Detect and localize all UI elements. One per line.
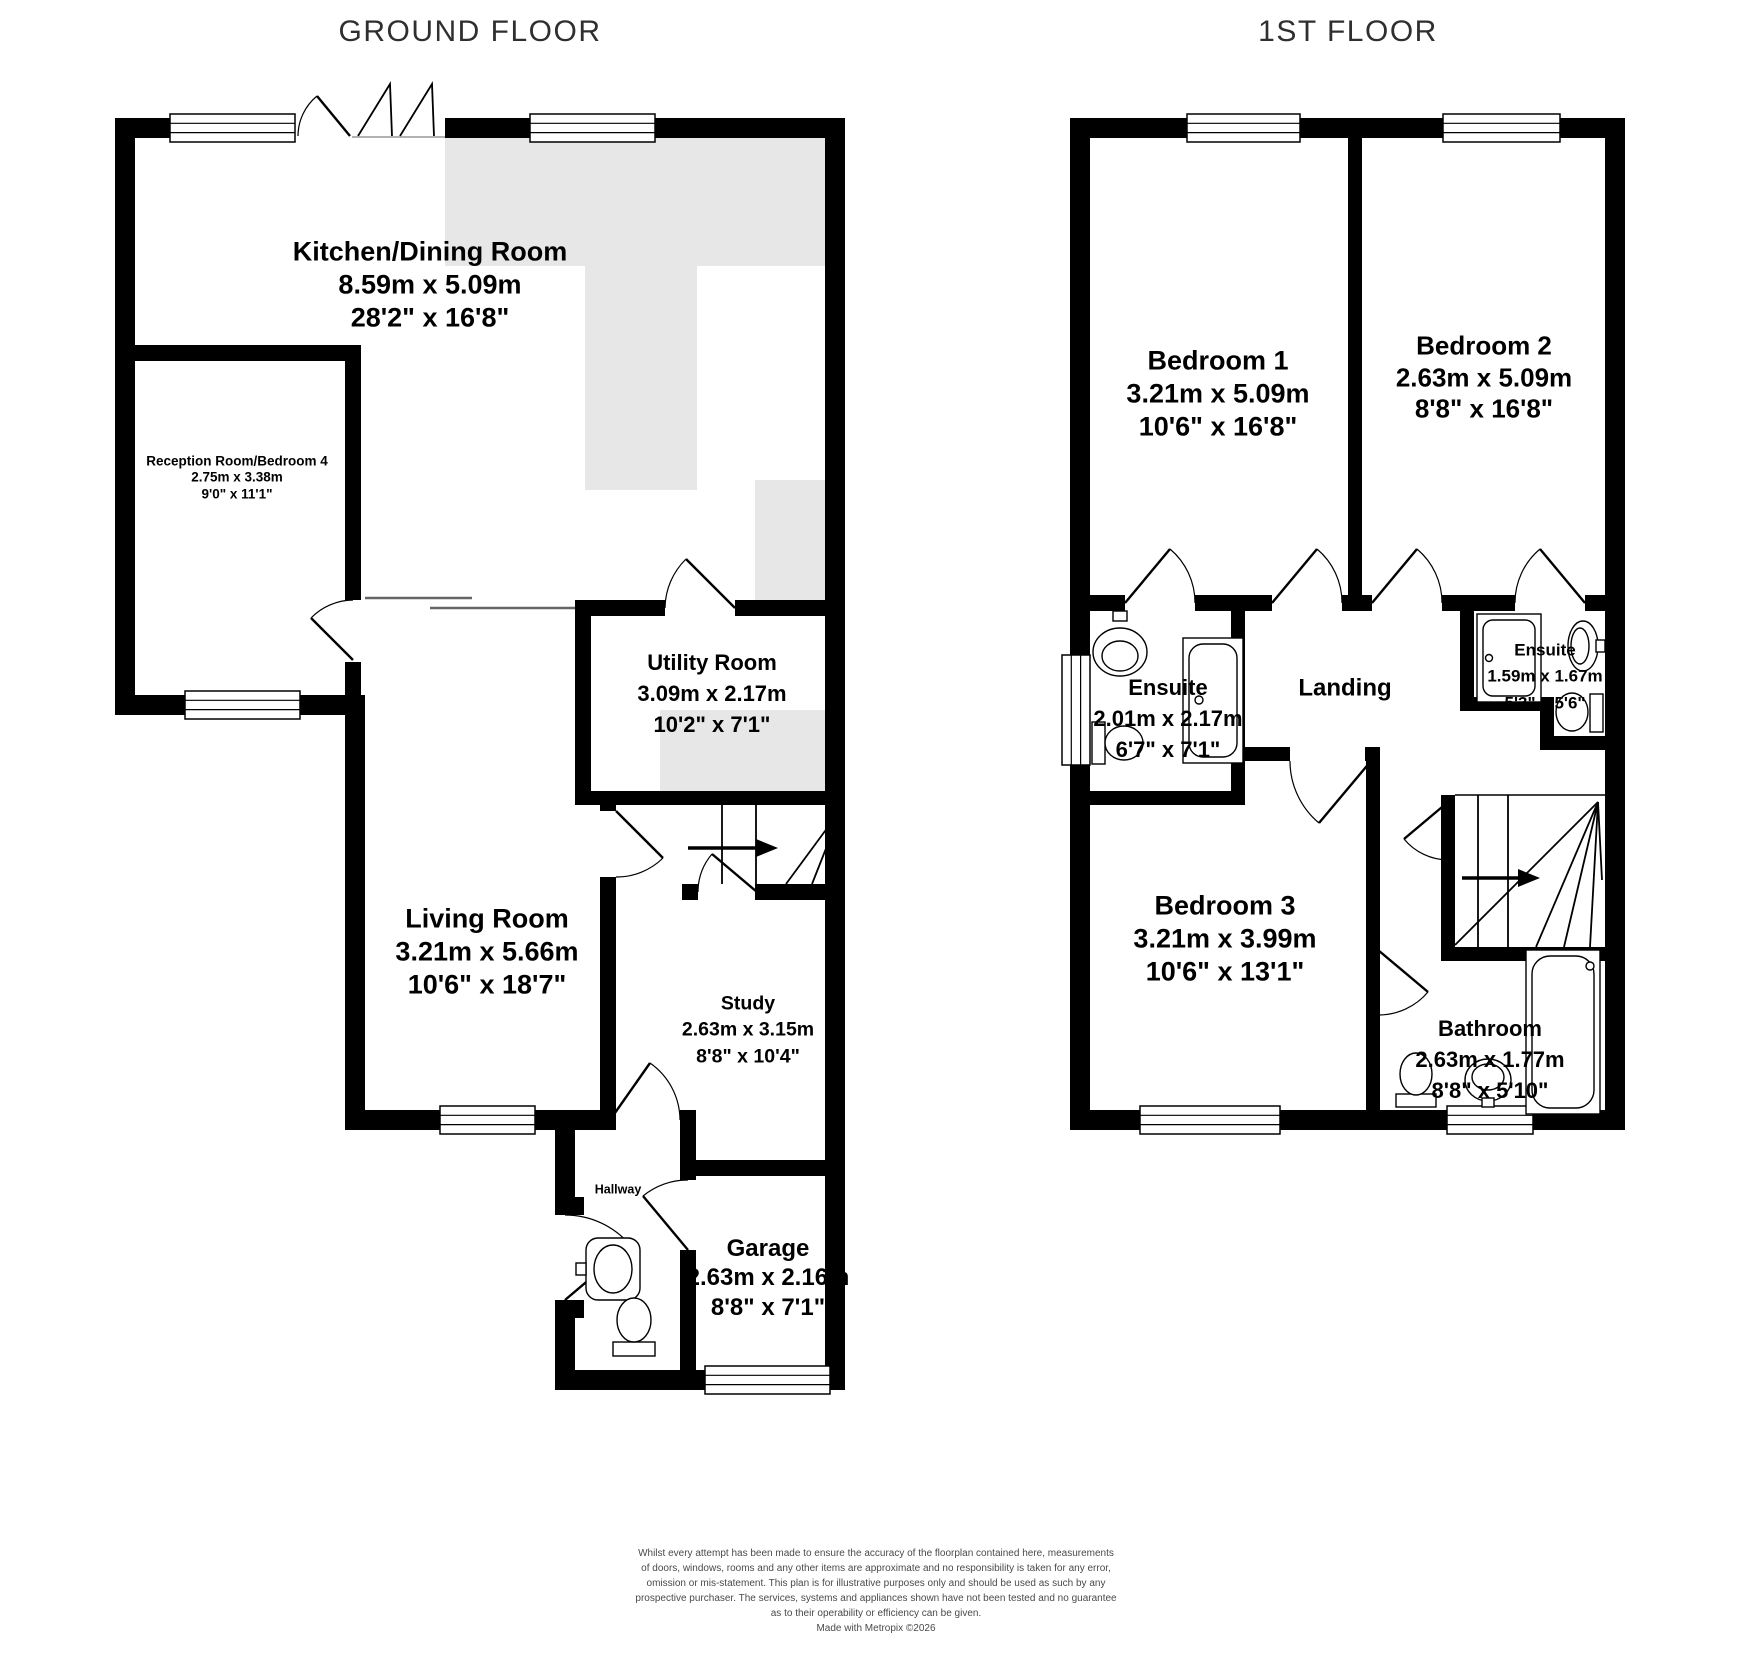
room-dim-imperial: 8'8" x 7'1" [710, 1293, 826, 1321]
ground-floor-title: GROUND FLOOR [338, 15, 602, 48]
room-name: Utility Room [647, 649, 777, 675]
room-dim-metric: 1.59m x 1.67m [1487, 666, 1603, 686]
ensuite1-door-arc [1125, 549, 1195, 603]
room-dim-metric: 3.21m x 5.66m [395, 936, 579, 967]
disclaimer [635, 1546, 1116, 1636]
room-dim-metric: 2.63m x 3.15m [681, 1018, 815, 1041]
garage-access-door-arc [643, 1180, 688, 1250]
room-label-bedroom3 [1133, 890, 1316, 989]
room-dim-imperial: 8'8" x 16'8" [1414, 393, 1554, 424]
room-name: Bedroom 3 [1154, 890, 1296, 921]
room-dim-imperial: 8'8" x 10'4" [696, 1045, 800, 1068]
room-name: Landing [1298, 674, 1392, 702]
living-door-arc [616, 811, 663, 877]
room-dim-imperial: 10'6" x 16'8" [1138, 411, 1298, 442]
garage-door [705, 1366, 830, 1394]
room-label-garage [687, 1234, 850, 1322]
room-dim-metric: 3.09m x 2.17m [637, 680, 787, 706]
bedroom3-door-arc [1290, 761, 1371, 823]
room-dim-imperial: 5'3" x 5'6" [1504, 693, 1586, 713]
room-name: Bedroom 1 [1147, 345, 1289, 376]
room-dim-imperial: 9'0" x 11'1" [201, 486, 273, 502]
room-dim-imperial: 10'6" x 18'7" [407, 969, 567, 1000]
room-name: Reception Room/Bedroom 4 [146, 453, 328, 469]
room-label-reception [146, 453, 328, 502]
room-dim-imperial: 8'8" x 5'10" [1431, 1077, 1549, 1103]
bathroom-door-arc [1378, 950, 1428, 1015]
room-name: Kitchen/Dining Room [292, 236, 568, 267]
toilet-icon [613, 1298, 655, 1356]
study-door-arc [698, 854, 757, 892]
sink-icon [576, 1238, 640, 1300]
metropix-credit: Made with Metropix ©2026 [816, 1623, 936, 1634]
room-label-living [395, 903, 578, 1002]
room-label-bedroom1 [1126, 345, 1309, 444]
room-dim-metric: 3.21m x 3.99m [1133, 923, 1317, 954]
room-dim-metric: 2.01m x 2.17m [1093, 705, 1243, 731]
staircase-ground [688, 805, 842, 884]
utility-door-arc [665, 559, 735, 608]
room-dim-metric: 2.63m x 2.16m [686, 1264, 850, 1292]
room-dim-metric: 2.63m x 1.77m [1415, 1046, 1565, 1072]
room-dim-imperial: 28'2" x 16'8" [350, 302, 510, 333]
staircase-first [1455, 795, 1605, 947]
room-dim-metric: 8.59m x 5.09m [338, 269, 522, 300]
room-name: Garage [726, 1235, 810, 1263]
stairs-up-arrow-icon [688, 839, 778, 857]
room-dim-imperial: 6'7" x 7'1" [1115, 736, 1221, 762]
room-label-landing [1298, 673, 1391, 702]
room-dim-metric: 2.75m x 3.38m [191, 469, 283, 485]
room-dim-metric: 3.21m x 5.09m [1126, 378, 1310, 409]
room-name: Bathroom [1438, 1015, 1542, 1041]
room-name: Ensuite [1128, 674, 1208, 700]
first-floor-title: 1ST FLOOR [1258, 15, 1438, 48]
ensuite2-door-arc [1515, 549, 1585, 603]
room-name: Study [720, 992, 776, 1015]
room-name: Living Room [405, 903, 569, 934]
disclaimer-line: of doors, windows, rooms and any other items are approximate and no responsibility is taken for any error, [641, 1563, 1111, 1574]
room-dim-imperial: 10'2" x 7'1" [653, 711, 771, 737]
room-label-kitchen [293, 236, 567, 335]
room-label-hallway [595, 1182, 642, 1197]
room-name: Ensuite [1514, 640, 1576, 660]
entry-door-arc [298, 84, 445, 137]
room-label-bedroom2 [1396, 330, 1572, 425]
disclaimer-line: as to their operability or efficiency can be given. [770, 1608, 982, 1619]
sink-icon [1093, 611, 1147, 676]
disclaimer-line: Whilst every attempt has been made to ensure the accuracy of the floorplan contained here, measurements [638, 1548, 1114, 1559]
room-dim-metric: 2.63m x 5.09m [1395, 362, 1573, 393]
bedroom2-door-arc [1372, 549, 1442, 603]
disclaimer-line: prospective purchaser. The services, systems and appliances shown have not been tested and no guarantee [635, 1593, 1117, 1604]
room-dim-imperial: 10'6" x 13'1" [1145, 956, 1305, 987]
bedroom1-door-arc [1272, 549, 1342, 603]
room-name: Bedroom 2 [1416, 330, 1552, 361]
room-label-study [682, 991, 814, 1070]
room-label-ensuite1 [1093, 673, 1242, 765]
room-label-bathroom [1415, 1014, 1564, 1106]
room-name: Hallway [594, 1182, 642, 1197]
room-label-ensuite2 [1487, 637, 1602, 716]
disclaimer-line: omission or mis-statement. This plan is for illustrative purposes only and should be used as such by any [646, 1578, 1106, 1589]
reception-door-arc [311, 600, 353, 660]
hallway-door-arc [610, 1063, 680, 1120]
kitchen-opening [365, 598, 575, 608]
room-label-utility [637, 648, 786, 740]
